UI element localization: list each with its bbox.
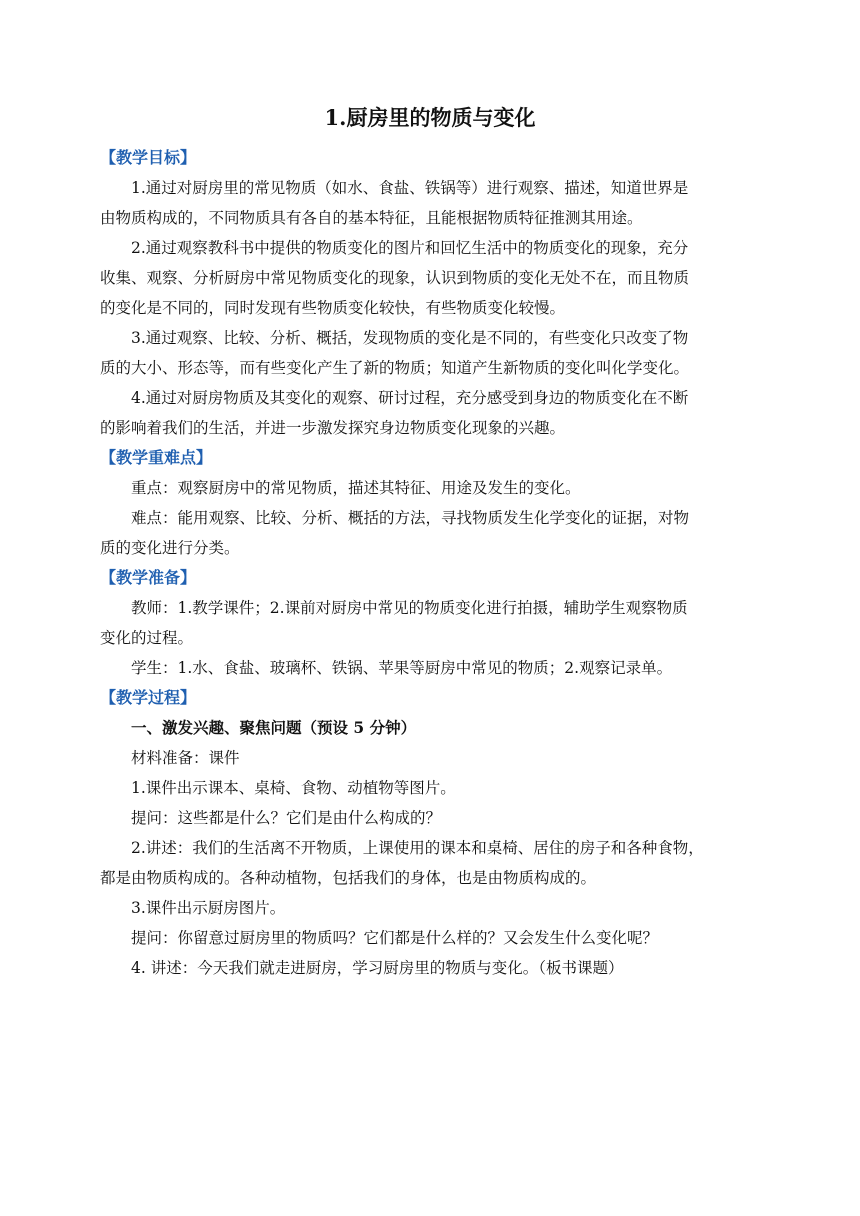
section-heading-process: 【教学过程】: [100, 688, 197, 707]
paragraph: 提问：你留意过厨房里的物质吗？它们都是什么样的？又会发生什么变化呢？: [131, 929, 659, 947]
section-heading-preparation: 【教学准备】: [100, 568, 197, 587]
paragraph: 难点：能用观察、比较、分析、概括的方法，寻找物质发生化学变化的证据，对物 质的变化进行分类。: [100, 509, 690, 557]
paragraph: 4. 讲述：今天我们就走进厨房，学习厨房里的物质与变化。（板书课题）: [131, 959, 624, 977]
goals-list: [100, 173, 765, 443]
paragraph: 教师：1.教学课件；2.课前对厨房中常见的物质变化进行拍摄，辅助学生观察物质 变化的过程。: [100, 599, 688, 647]
process-list: [100, 713, 765, 983]
paragraph: 3.课件出示厨房图片。: [131, 899, 286, 917]
paragraph: 4.通过对厨房物质及其变化的观察、研讨过程，充分感受到身边的物质变化在不断 的影响着我们的生活，并进一步激发探究身边物质变化现象的兴趣。: [100, 389, 689, 437]
paragraph: 提问：这些都是什么？它们是由什么构成的？: [131, 809, 442, 827]
document-body: [100, 143, 765, 983]
preparation-list: [100, 593, 765, 683]
page-title: 1.厨房里的物质与变化: [324, 105, 536, 130]
paragraph: 2.讲述：我们的生活离不开物质，上课使用的课本和桌椅、居住的房子和各种食物， 都是由物质构成的。各种动植物，包括我们的身体，也是由物质构成的。: [100, 839, 704, 887]
section-heading-key-points: 【教学重难点】: [100, 448, 213, 467]
paragraph: 材料准备：课件: [131, 749, 240, 767]
key-points-list: [100, 473, 765, 563]
section-heading-goals: 【教学目标】: [100, 148, 197, 167]
paragraph: 2.通过观察教科书中提供的物质变化的图片和回忆生活中的物质变化的现象，充分 收集、观察、分析厨房中常见物质变化的现象，认识到物质的变化无处不在，而且物质 的变化是不同的，同时发现有些物质变化较快，有些物质变化较慢。: [100, 239, 690, 317]
paragraph: 重点：观察厨房中的常见物质，描述其特征、用途及发生的变化。: [131, 479, 581, 497]
paragraph: 3.通过观察、比较、分析、概括，发现物质的变化是不同的，有些变化只改变了物 质的大小、形态等，而有些变化产生了新的物质；知道产生新物质的变化叫化学变化。: [100, 329, 690, 377]
paragraph: 学生：1.水、食盐、玻璃杯、铁锅、苹果等厨房中常见的物质；2.观察记录单。: [131, 659, 673, 677]
paragraph: 1.课件出示课本、桌椅、食物、动植物等图片。: [131, 779, 456, 797]
subsection-heading: 一、激发兴趣、聚焦问题（预设 5 分钟）: [131, 718, 417, 737]
paragraph: 1.通过对厨房里的常见物质（如水、食盐、铁锅等）进行观察、描述，知道世界是 由物质构成的，不同物质具有各自的基本特征，且能根据物质特征推测其用途。: [100, 179, 689, 227]
